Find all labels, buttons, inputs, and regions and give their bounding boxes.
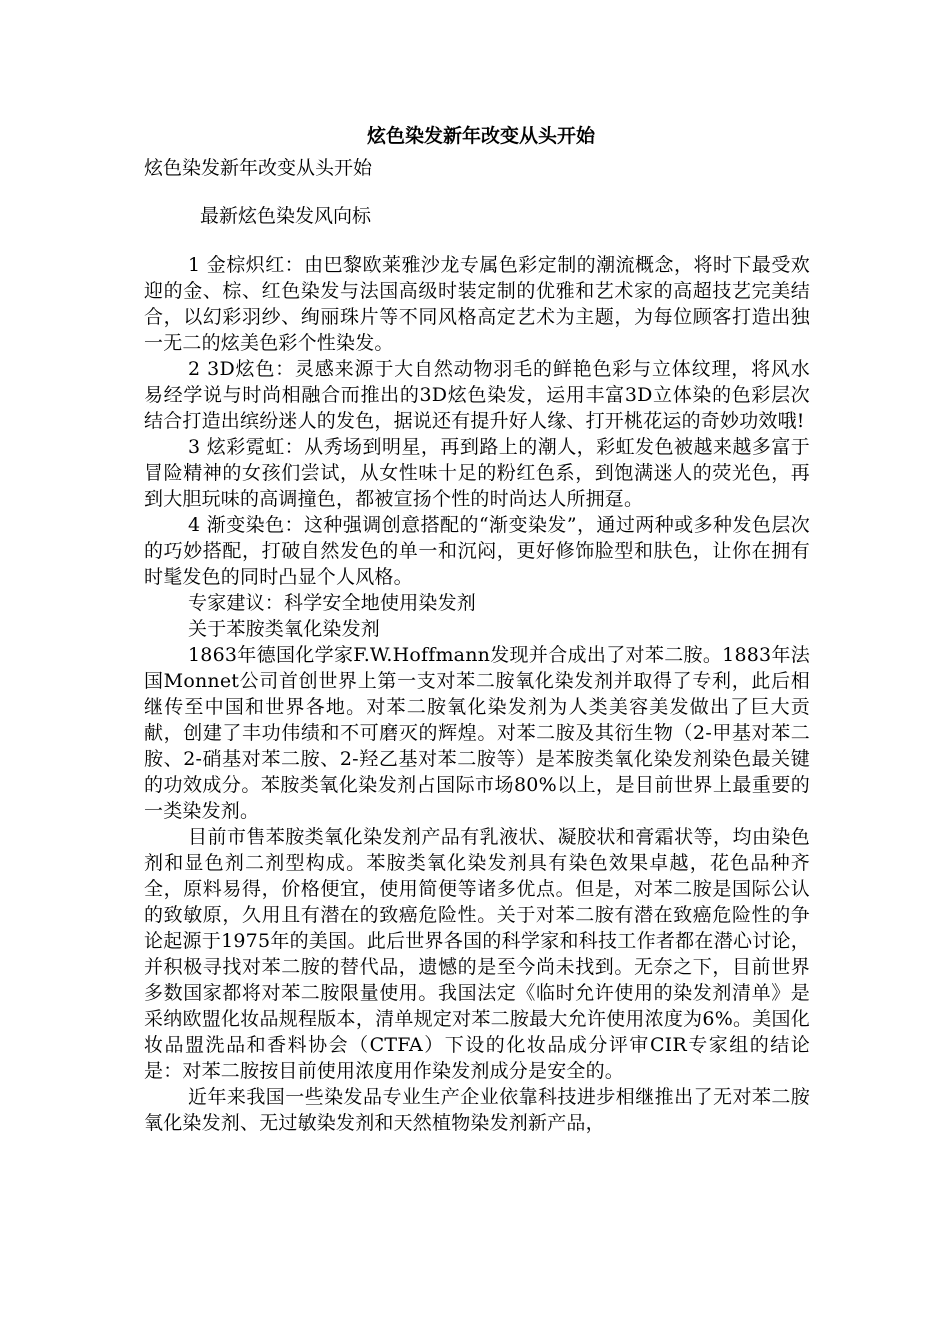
- paragraph-2: 2 3D炫色：灵感来源于大自然动物羽毛的鲜艳色彩与立体纹理，将风水易经学说与时尚相融合而推出的3D炫色染发，运用丰富3D立体染的色彩层次结合打造出缤纷迷人的发色，据说还有提升好人缘、打开桃花运的奇妙功效哦!: [144, 358, 810, 432]
- paragraph-3: 3 炫彩霓虹：从秀场到明星，再到路上的潮人，彩虹发色被越来越多富于冒险精神的女孩们尝试，从女性味十足的粉红色系，到饱满迷人的荧光色，再到大胆玩味的高调撞色，都被宣扬个性的时尚达人所拥趸。: [144, 436, 810, 510]
- paragraph-1: 1 金棕炽红：由巴黎欧莱雅沙龙专属色彩定制的潮流概念，将时下最受欢迎的金、棕、红色染发与法国高级时装定制的优雅和艺术家的高超技艺完美结合，以幻彩羽纱、绚丽珠片等不同风格高定艺术为主题，为每位顾客打造出独一无二的炫美色彩个性染发。: [144, 254, 810, 354]
- document-subtitle: 炫色染发新年改变从头开始: [144, 157, 373, 179]
- aniline-dye-heading: 关于苯胺类氧化染发剂: [188, 618, 381, 640]
- section-heading: 最新炫色染发风向标: [200, 205, 372, 227]
- paragraph-recent: 近年来我国一些染发品专业生产企业依靠科技进步相继推出了无对苯二胺氧化染发剂、无过敏染发剂和天然植物染发剂新产品，: [144, 1086, 810, 1134]
- paragraph-4: 4 渐变染色：这种强调创意搭配的“渐变染发”，通过两种或多种发色层次的巧妙搭配，打破自然发色的单一和沉闷，更好修饰脸型和肤色，让你在拥有时髦发色的同时凸显个人风格。: [144, 514, 810, 588]
- spacer: [144, 232, 810, 252]
- expert-advice-heading: 专家建议：科学安全地使用染发剂: [188, 592, 477, 614]
- document-title: 炫色染发新年改变从头开始: [366, 125, 595, 147]
- paragraph-history: 1863年德国化学家F.W.Hoffmann发现并合成出了对苯二胺。1883年法国Monnet公司首创世界上第一支对苯二胺氧化染发剂并取得了专利，此后相继传至中国和世界各地。对苯二胺氧化染发剂为人类美容美发做出了巨大贡献，创建了丰功伟绩和不可磨灭的辉煌。对苯二胺及其衍生物（2-甲基对苯二胺、2-硝基对苯二胺、2-羟乙基对苯二胺等）是苯胺类氧化染发剂染色最关键的功效成分。苯胺类氧化染发剂占国际市场80%以上，是目前世界上最重要的一类染发剂。: [144, 644, 810, 822]
- document-page: [144, 120, 810, 1136]
- paragraph-market: 目前市售苯胺类氧化染发剂产品有乳液状、凝胶状和膏霜状等，均由染色剂和显色剂二剂型构成。苯胺类氧化染发剂具有染色效果卓越，花色品种齐全，原料易得，价格便宜，使用简便等诸多优点。但是，对苯二胺是国际公认的致敏原，久用且有潜在的致癌危险性。关于对苯二胺有潜在致癌危险性的争论起源于1975年的美国。此后世界各国的科学家和科技工作者都在潜心讨论，并积极寻找对苯二胺的替代品，遗憾的是至今尚未找到。无奈之下，目前世界多数国家都将对苯二胺限量使用。我国法定《临时允许使用的染发剂清单》是采纳欧盟化妆品规程版本，清单规定对苯二胺最大允许使用浓度为6%。美国化妆品盟洗品和香料协会（CTFA）下设的化妆品成分评审CIR专家组的结论是：对苯二胺按目前使用浓度用作染发剂成分是安全的。: [144, 826, 810, 1082]
